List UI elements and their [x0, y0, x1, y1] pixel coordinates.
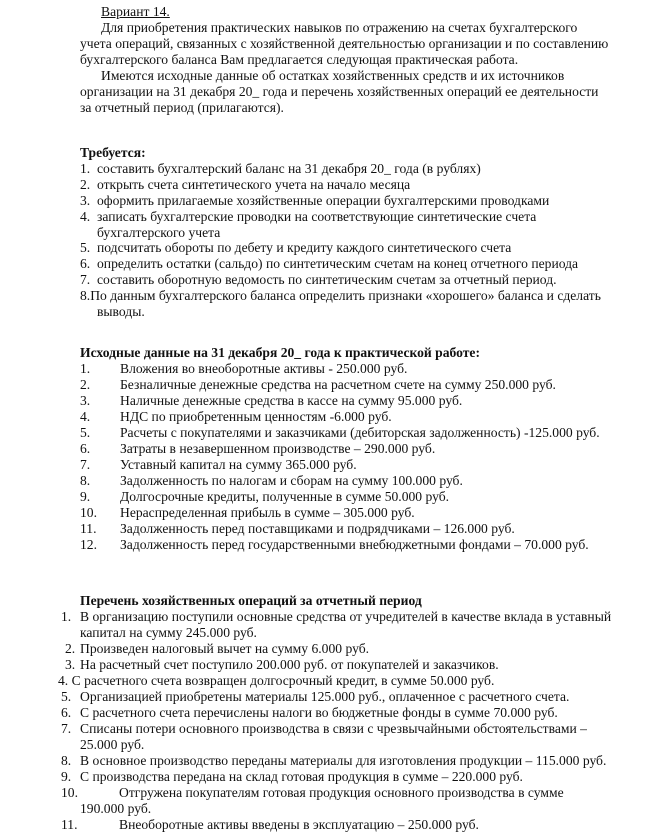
- item-number: 9.: [80, 489, 91, 504]
- item-number: 10.: [61, 785, 78, 800]
- item-number: 9.: [61, 769, 72, 784]
- item-text: Внеоборотные активы введены в эксплуатацию – 250.000 руб.: [119, 817, 479, 832]
- operation-item: [61, 817, 479, 833]
- initial-data-item: [80, 409, 392, 425]
- item-number: 7.: [80, 272, 91, 287]
- item-number: 6.: [61, 705, 72, 720]
- item-text: Затраты в незавершенном производстве – 290.000 руб.: [120, 441, 436, 456]
- item-text: Вложения во внеоборотные активы - 250.000 руб.: [120, 361, 408, 376]
- item-number: 2.: [65, 641, 76, 656]
- item-text: Наличные денежные средства в кассе на сумму 95.000 руб.: [120, 393, 463, 408]
- item-text: С расчетного счета перечислены налоги во бюджетные фонды в сумме 70.000 руб.: [80, 705, 558, 720]
- operation-item: [65, 657, 499, 673]
- requirement-item: [80, 177, 411, 193]
- item-text: Задолженность перед поставщиками и подрядчиками – 126.000 руб.: [120, 521, 515, 536]
- item-text-continued: 190.000 руб.: [80, 801, 152, 816]
- item-number: 3.: [80, 193, 91, 208]
- intro-line: Имеются исходные данные об остатках хозяйственных средств и их источников: [101, 68, 565, 83]
- requirement-item: [80, 193, 550, 209]
- initial-data-heading: Исходные данные на 31 декабря 20_ года к практической работе:: [80, 345, 480, 360]
- item-text: По данным бухгалтерского баланса определить признаки «хорошего» баланса и сделать: [90, 288, 601, 303]
- intro-line: Для приобретения практических навыков по отражению на счетах бухгалтерского: [101, 20, 578, 35]
- item-text: Задолженность по налогам и сборам на сумму 100.000 руб.: [120, 473, 463, 488]
- item-number: 5.: [80, 240, 91, 255]
- item-number: 5.: [61, 689, 72, 704]
- item-text: оформить прилагаемые хозяйственные операции бухгалтерскими проводками: [97, 193, 550, 208]
- initial-data-item: [80, 489, 450, 505]
- operation-item: [61, 785, 564, 816]
- intro-paragraph: [80, 20, 640, 116]
- item-number: 4.: [58, 673, 69, 688]
- initial-data-item: [80, 505, 415, 521]
- initial-data-item: [80, 457, 357, 473]
- item-number: 1.: [80, 361, 91, 376]
- item-text-continued: выводы.: [97, 304, 145, 319]
- item-number: 10.: [80, 505, 97, 520]
- item-number: 12.: [80, 537, 97, 552]
- item-number: 2.: [80, 177, 91, 192]
- operation-item: [58, 673, 494, 689]
- requirement-item: [80, 240, 512, 256]
- item-text: Долгосрочные кредиты, полученные в сумме 50.000 руб.: [120, 489, 450, 504]
- initial-data-item: [80, 425, 600, 441]
- item-number: 8.: [80, 288, 91, 303]
- item-number: 3.: [65, 657, 76, 672]
- initial-data-item: [80, 537, 589, 553]
- item-number: 8.: [80, 473, 91, 488]
- intro-line: учета операций, связанных с хозяйственной деятельностью организации и по составлению: [80, 36, 609, 51]
- item-number: 5.: [80, 425, 91, 440]
- item-text-continued: 25.000 руб.: [80, 737, 145, 752]
- item-text-continued: капитал на сумму 245.000 руб.: [80, 625, 257, 640]
- intro-line: за отчетный период (прилагаются).: [80, 100, 284, 115]
- intro-line: бухгалтерского баланса Вам предлагается следующая практическая работа.: [80, 52, 519, 67]
- item-number: 11.: [61, 817, 78, 832]
- operation-item: [61, 753, 607, 769]
- item-text: подсчитать обороты по дебету и кредиту каждого синтетического счета: [97, 240, 512, 255]
- item-text: составить бухгалтерский баланс на 31 декабря 20_ года (в рублях): [97, 161, 481, 176]
- initial-data-item: [80, 377, 556, 393]
- requirement-item: [80, 288, 601, 319]
- item-number: 2.: [80, 377, 91, 392]
- requirement-item: [80, 209, 537, 240]
- item-text: Списаны потери основного производства в связи с чрезвычайными обстоятельствами –: [80, 721, 587, 736]
- item-number: 7.: [80, 457, 91, 472]
- initial-data-item: [80, 473, 463, 489]
- item-number: 1.: [80, 161, 91, 176]
- item-text: Нераспределенная прибыль в сумме – 305.000 руб.: [120, 505, 415, 520]
- initial-data-item: [80, 521, 515, 537]
- item-number: 3.: [80, 393, 91, 408]
- requirements-heading: Требуется:: [80, 145, 146, 160]
- initial-data-item: [80, 393, 463, 409]
- item-number: 4.: [80, 409, 91, 424]
- item-number: 6.: [80, 256, 91, 271]
- item-text: Задолженность перед государственными внебюджетными фондами – 70.000 руб.: [120, 537, 589, 552]
- item-text: В основное производство переданы материалы для изготовления продукции – 115.000 руб.: [80, 753, 607, 768]
- requirement-item: [80, 256, 579, 272]
- variant-title: Вариант 14.: [101, 4, 170, 19]
- item-text: НДС по приобретенным ценностям -6.000 руб.: [120, 409, 392, 424]
- initial-data-item: [80, 361, 408, 377]
- item-text: определить остатки (сальдо) по синтетическим счетам на конец отчетного периода: [97, 256, 579, 271]
- item-text: Отгружена покупателям готовая продукция основного производства в сумме: [119, 785, 564, 800]
- item-text-continued: бухгалтерского учета: [97, 225, 221, 240]
- item-text: Расчеты с покупателями и заказчиками (дебиторская задолженность) -125.000 руб.: [120, 425, 600, 440]
- item-number: 8.: [61, 753, 72, 768]
- item-text: На расчетный счет поступило 200.000 руб. от покупателей и заказчиков.: [80, 657, 499, 672]
- item-number: 7.: [61, 721, 72, 736]
- operation-item: [61, 721, 587, 752]
- item-number: 11.: [80, 521, 97, 536]
- item-text: Безналичные денежные средства на расчетном счете на сумму 250.000 руб.: [120, 377, 556, 392]
- operation-item: [61, 705, 558, 721]
- item-number: 4.: [80, 209, 91, 224]
- item-text: В организацию поступили основные средства от учредителей в качестве вклада в уставный: [80, 609, 612, 624]
- item-text: открыть счета синтетического учета на начало месяца: [97, 177, 411, 192]
- item-text: записать бухгалтерские проводки на соответствующие синтетические счета: [97, 209, 537, 224]
- operation-item: [61, 769, 523, 785]
- operation-item: [61, 609, 612, 640]
- item-text: составить оборотную ведомость по синтетическим счетам за отчетный период.: [97, 272, 557, 287]
- item-text: С расчетного счета возвращен долгосрочный кредит, в сумме 50.000 руб.: [71, 673, 495, 688]
- item-number: 6.: [80, 441, 91, 456]
- requirement-item: [80, 161, 481, 177]
- item-text: Организацией приобретены материалы 125.000 руб., оплаченное с расчетного счета.: [80, 689, 570, 704]
- item-number: 1.: [61, 609, 72, 624]
- intro-line: организации на 31 декабря 20_ года и перечень хозяйственных операций ее деятельности: [80, 84, 599, 99]
- operation-item: [65, 641, 370, 657]
- item-text: С производства передана на склад готовая продукция в сумме – 220.000 руб.: [80, 769, 523, 784]
- operation-item: [61, 689, 570, 705]
- requirement-item: [80, 272, 557, 288]
- operations-heading: Перечень хозяйственных операций за отчетный период: [80, 593, 422, 608]
- initial-data-item: [80, 441, 436, 457]
- item-text: Произведен налоговый вычет на сумму 6.000 руб.: [80, 641, 370, 656]
- item-text: Уставный капитал на сумму 365.000 руб.: [120, 457, 357, 472]
